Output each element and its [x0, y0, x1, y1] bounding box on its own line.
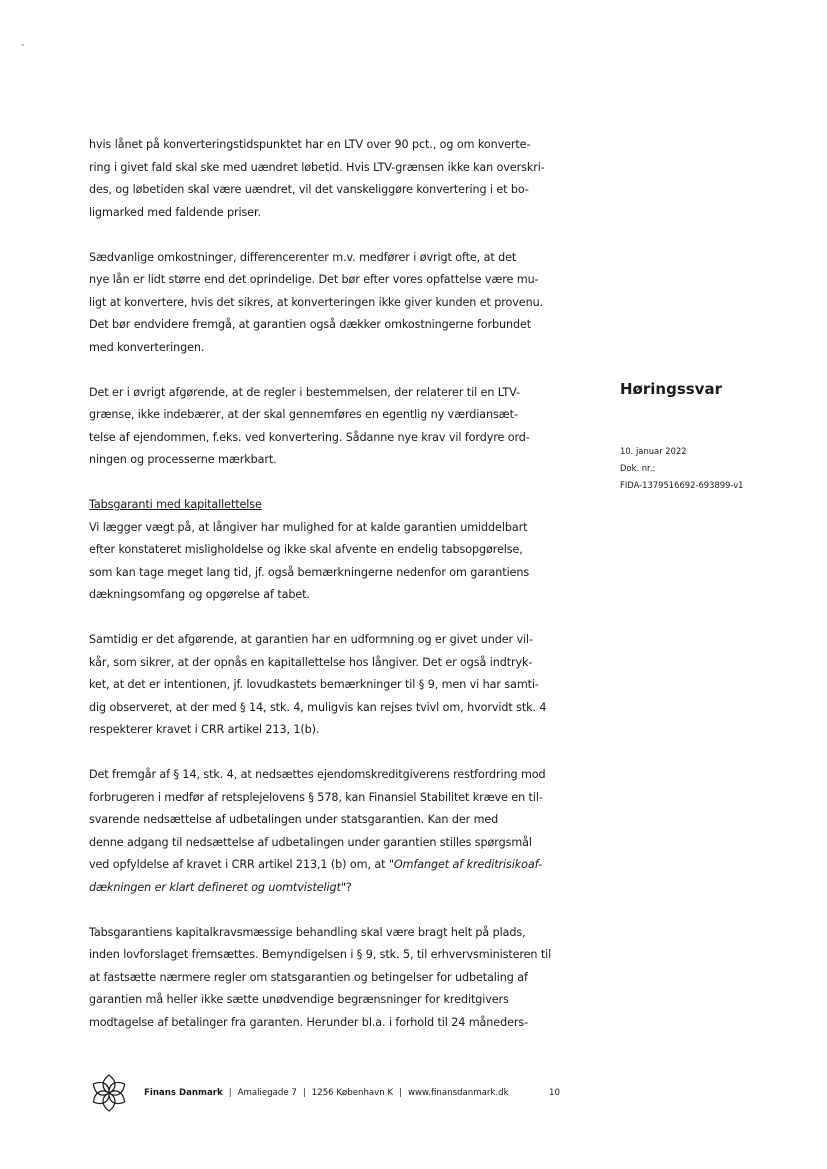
paragraph-valuation — [89, 382, 559, 472]
text-line: Det er i øvrigt afgørende, at de regler i bestemmelsen, der relaterer til en LTV- — [89, 385, 520, 399]
text-line: Tabsgarantiens kapitalkravsmæssige behandling skal være bragt helt på plads, — [89, 925, 526, 939]
text-line: Samtidig er det afgørende, at garantien har en udformning og er givet under vil- — [89, 633, 533, 646]
text-line: Sædvanlige omkostninger, differencerenter m.v. medfører i øvrigt ofte, at det — [89, 250, 517, 264]
footer-separator: | — [399, 1088, 402, 1098]
document-meta — [620, 443, 744, 494]
text-line: at fastsætte nærmere regler om statsgarantien og betingelser for udbetaling af — [89, 970, 528, 984]
text-line: svarende nedsættelse af udbetalingen under statsgarantien. Kan der med — [89, 813, 499, 826]
text-line: dig observeret, at der med § 14, stk. 4, muligvis kan rejses tvivl om, hvorvidt stk. 4 — [89, 700, 547, 714]
page-number: 10 — [549, 1088, 560, 1098]
paragraph-reduction — [89, 764, 559, 899]
text-line: respekterer kravet i CRR artikel 213, 1(b). — [89, 723, 320, 736]
text-line: modtagelse af betalinger fra garanten. Herunder bl.a. i forhold til 24 måneders- — [89, 1015, 529, 1029]
text-line: Det bør endvidere fremgå, at garantien også dækker omkostningerne forbundet — [89, 318, 532, 331]
text-line: Det fremgår af § 14, stk. 4, at nedsættes ejendomskreditgiverens restfordring mod — [89, 768, 546, 781]
text-line: denne adgang til nedsættelse af udbetalingen under garantien stilles spørgsmål — [89, 835, 532, 849]
text-line: telse af ejendommen, f.eks. ved konvertering. Sådanne nye krav vil fordyre ord- — [89, 430, 530, 444]
text-line: ligmarked med faldende priser. — [89, 205, 261, 219]
document-date: 10. januar 2022 — [620, 446, 687, 456]
text-fragment: ved opfyldelse af kravet i CRR artikel 213,1 (b) om, at — [89, 858, 389, 871]
text-line: grænse, ikke indebærer, at der skal gennemføres en egentlig ny værdiansæt- — [89, 408, 518, 421]
text-line — [89, 877, 559, 900]
quote-fragment: "Omfanget af kreditrisikoaf- — [388, 858, 543, 871]
text-fragment: ? — [345, 880, 352, 894]
document-number-label: Dok. nr.: — [620, 463, 656, 473]
text-line: ket, at det er intentionen, jf. lovudkastets bemærkninger til § 9, men vi har samti- — [89, 678, 539, 691]
text-line: ningen og processerne mærkbart. — [89, 453, 277, 466]
paragraph-costs — [89, 247, 559, 360]
text-line: efter konstateret misligholdelse og ikke skal afvente en endelig tabsopgørelse, — [89, 543, 523, 556]
paragraph-ltv-conversion — [89, 134, 559, 224]
text-line: nye lån er lidt større end det oprindelige. Det bør efter vores opfattelse være mu- — [89, 273, 539, 286]
paragraph-capital-treatment — [89, 922, 559, 1035]
page-footer — [88, 1071, 568, 1115]
text-line: ring i givet fald skal ske med uændret løbetid. Hvis LTV-grænsen ikke kan overskri- — [89, 160, 545, 174]
text-line — [89, 854, 559, 877]
section-heading: Tabsgaranti med kapitallettelse — [89, 498, 262, 511]
text-line: Vi lægger vægt på, at långiver har mulighed for at kalde garantien umiddelbart — [89, 520, 528, 534]
text-line: inden lovforslaget fremsættes. Bemyndigelsen i § 9, stk. 5, til erhvervsministeren til — [89, 948, 552, 961]
footer-brand: Finans Danmark — [144, 1088, 223, 1098]
document-type-title: Høringssvar — [620, 380, 722, 398]
text-line: garantien må heller ikke sætte unødvendige begrænsninger for kreditgivers — [89, 993, 509, 1006]
footer-website: www.finansdanmark.dk — [407, 1088, 509, 1098]
text-line: ligt at konvertere, hvis det sikres, at konverteringen ikke giver kunden et provenu. — [89, 295, 544, 309]
footer-separator: | — [302, 1088, 306, 1098]
footer-city: 1256 København K — [311, 1088, 394, 1098]
footer-address: Amaliegade 7 — [237, 1088, 297, 1098]
text-line: hvis lånet på konverteringstidspunktet har en LTV over 90 pct., og om konverte- — [89, 138, 531, 151]
paragraph-capital-relief — [89, 629, 559, 742]
quote-fragment: dækningen er klart defineret og uomtvisteligt" — [89, 880, 346, 894]
text-line: dækningsomfang og opgørelse af tabet. — [89, 588, 310, 601]
scan-speck — [21, 44, 24, 46]
letter-body — [89, 134, 559, 1034]
text-line: forbrugeren i medfør af retsplejelovens § 578, kan Finansiel Stabilitet kræve en til- — [89, 790, 543, 804]
text-line: som kan tage meget lang tid, jf. også bemærkningerne nedenfor om garantiens — [89, 565, 530, 579]
finans-danmark-logo-icon — [88, 1072, 130, 1114]
text-line: des, og løbetiden skal være uændret, vil det vanskeliggøre konvertering i et bo- — [89, 183, 529, 196]
document-number: FIDA-1379516692-693899-v1 — [620, 480, 744, 490]
text-line: med konverteringen. — [89, 340, 205, 354]
footer-separator: | — [228, 1088, 232, 1098]
paragraph-loss-guarantee — [89, 494, 559, 607]
text-line: kår, som sikrer, at der opnås en kapitallettelse hos långiver. Det er også indtryk- — [89, 655, 533, 669]
